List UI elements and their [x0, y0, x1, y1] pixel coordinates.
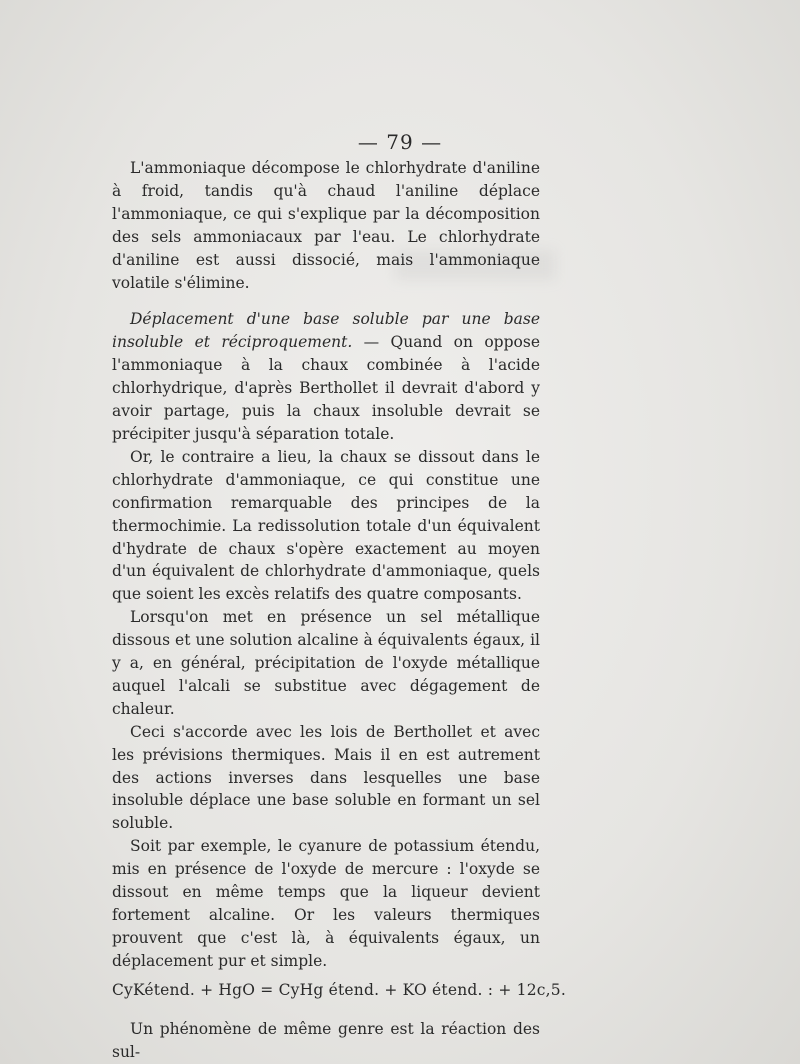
paragraph: L'ammoniaque décompose le chlorhydrate d'aniline à froid, tandis qu'à chaud l'aniline déplace l'ammoniaque, ce qui s'explique par la décomposition des sels ammoniacaux par l'eau. Le chlorhydrate d'aniline est aussi dissocié, mais l'ammoniaque volatile s'élimine.	[112, 159, 540, 292]
page-text	[112, 157, 566, 1063]
paragraph: Or, le contraire a lieu, la chaux se dissout dans le chlorhydrate d'ammoniaque, ce qui constitue une confirmation remarquable des principes de la thermochimie. La redissolution totale d'un équivalent d'hydrate de chaux s'opère exactement au moyen d'un équivalent de chlorhydrate d'ammoniaque, quels que soient les excès relatifs des quatre composants.	[112, 447, 540, 604]
section-text: — Quand on oppose l'ammoniaque à la chaux combinée à l'acide chlorhydrique, d'après Berthollet il devrait d'abord y avoir partage, puis la chaux insoluble devrait se précipiter jusqu'à séparation totale.	[112, 333, 540, 443]
paragraph: Lorsqu'on met en présence un sel métallique dissous et une solution alcaline à équivalents égaux, il y a, en général, précipitation de l'oxyde métallique auquel l'alcali se substitue avec dégagement de chaleur.	[112, 608, 540, 718]
section-heading: Déplacement d'une base soluble par une base insoluble et réciproquement.	[112, 310, 540, 352]
chemical-equation: CyKétend. + HgO = CyHg étend. + KO étend. : + 12c,5.	[112, 980, 566, 999]
paragraph: Un phénomène de même genre est la réaction des sul-	[112, 1019, 540, 1061]
page-number: — 79 —	[357, 130, 443, 154]
section-paragraph	[112, 308, 540, 445]
paragraph: Soit par exemple, le cyanure de potassium étendu, mis en présence de l'oxyde de mercure : l'oxyde se dissout en même temps que la liqueur devient fortement alcaline. Or les valeurs thermiques prouvent que c'est là, à équivalents égaux, un déplacement pur et simple.	[112, 837, 540, 970]
paragraph: Ceci s'accorde avec les lois de Berthollet et avec les prévisions thermiques. Mais il en est autrement des actions inverses dans lesquelles une base insoluble déplace une base soluble en formant un sel soluble.	[112, 722, 540, 833]
